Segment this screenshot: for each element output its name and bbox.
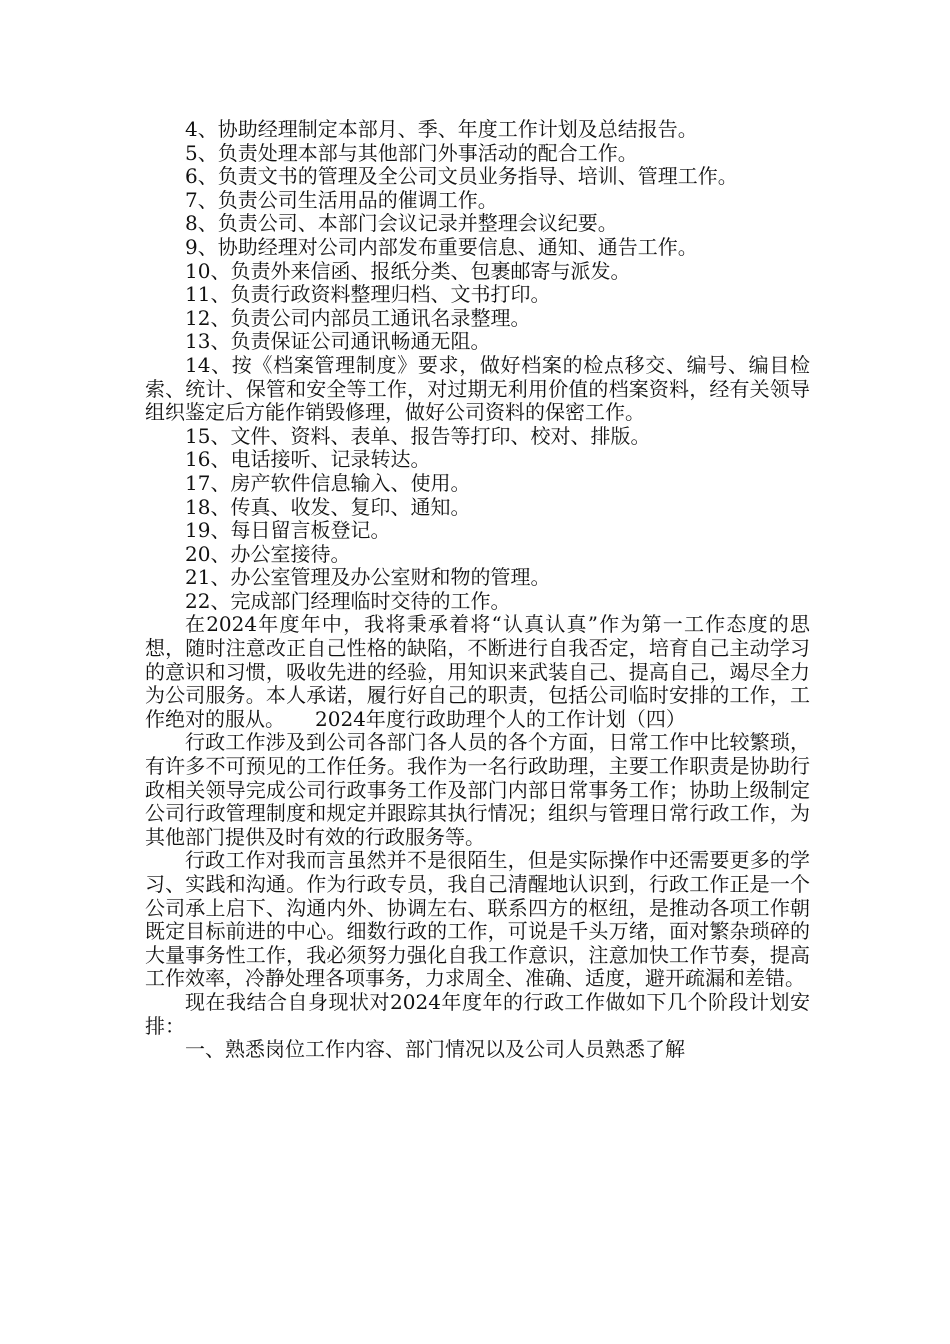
- paragraph-role-reflection: 行政工作对我而言虽然并不是很陌生，但是实际操作中还需要更多的学习、实践和沟通。作为行政专员，我自己清醒地认识到，行政工作正是一个公司承上启下、沟通内外、协调左右、联系四方的枢纽，是推动各项工作朝既定目标前进的中心。细数行政的工作，可说是千头万绪，面对繁杂琐碎的大量事务性工作，我必须努力强化自我工作意识，注意加快工作节奏，提高工作效率，冷静处理各项事务，力求周全、准确、适度，避开疏漏和差错。: [145, 848, 810, 991]
- paragraph-item-10: 10、负责外来信函、报纸分类、包裹邮寄与派发。: [185, 258, 631, 283]
- paragraph-role-overview: 行政工作涉及到公司各部门各人员的各个方面，日常工作中比较繁琐，有许多不可预见的工作任务。我作为一名行政助理，主要工作职责是协助行政相关领导完成公司行政事务工作及部门内部日常事务工作；协助上级制定公司行政管理制度和规定并跟踪其执行情况；组织与管理日常行政工作，为其他部门提供及时有效的行政服务等。: [145, 730, 810, 849]
- paragraph-item-7: 7、负责公司生活用品的催调工作。: [185, 187, 498, 212]
- paragraph-section-one-heading: 一、熟悉岗位工作内容、部门情况以及公司人员熟悉了解: [185, 1037, 685, 1062]
- paragraph-item-12: 12、负责公司内部员工通讯名录整理。: [185, 305, 531, 330]
- paragraph-item-17: 17、房产软件信息输入、使用。: [185, 470, 471, 495]
- paragraph-item-22: 22、完成部门经理临时交待的工作。: [185, 588, 511, 613]
- paragraph-item-16: 16、电话接听、记录转达。: [185, 447, 431, 472]
- document-page: [145, 118, 810, 1062]
- paragraph-item-4: 4、协助经理制定本部月、季、年度工作计划及总结报告。: [185, 117, 698, 141]
- paragraph-item-8: 8、负责公司、本部门会议记录并整理会议纪要。: [185, 211, 618, 236]
- paragraph-item-13: 13、负责保证公司通讯畅通无阻。: [185, 329, 491, 354]
- paragraph-commitment: 在2024年度年中，我将秉承着将“认真认真”作为第一工作态度的思想，随时注意改正自己性格的缺陷，不断进行自我否定，培育自己主动学习的意识和习惯，吸收先进的经验，用知识来武装自己、提高自己，竭尽全力为公司服务。本人承诺，履行好自己的职责，包括公司临时安排的工作，工作绝对的服从。 2024年度行政助理个人的工作计划（四）: [145, 612, 810, 731]
- paragraph-item-14: 14、按《档案管理制度》要求，做好档案的检点移交、编号、编目检索、统计、保管和安全等工作，对过期无利用价值的档案资料，经有关领导组织鉴定后方能作销毁修理，做好公司资料的保密工作。: [145, 352, 810, 425]
- paragraph-plan-intro: 现在我结合自身现状对2024年度年的行政工作做如下几个阶段计划安排：: [145, 989, 810, 1038]
- paragraph-item-11: 11、负责行政资料整理归档、文书打印。: [185, 282, 551, 307]
- paragraph-item-5: 5、负责处理本部与其他部门外事活动的配合工作。: [185, 140, 638, 165]
- paragraph-item-21: 21、办公室管理及办公室财和物的管理。: [185, 565, 551, 590]
- paragraph-item-15: 15、文件、资料、表单、报告等打印、校对、排版。: [185, 423, 651, 448]
- paragraph-item-6: 6、负责文书的管理及全公司文员业务指导、培训、管理工作。: [185, 164, 738, 189]
- paragraph-item-18: 18、传真、收发、复印、通知。: [185, 494, 471, 519]
- paragraph-item-9: 9、协助经理对公司内部发布重要信息、通知、通告工作。: [185, 234, 698, 259]
- paragraph-item-19: 19、每日留言板登记。: [185, 518, 391, 543]
- paragraph-item-20: 20、办公室接待。: [185, 541, 351, 566]
